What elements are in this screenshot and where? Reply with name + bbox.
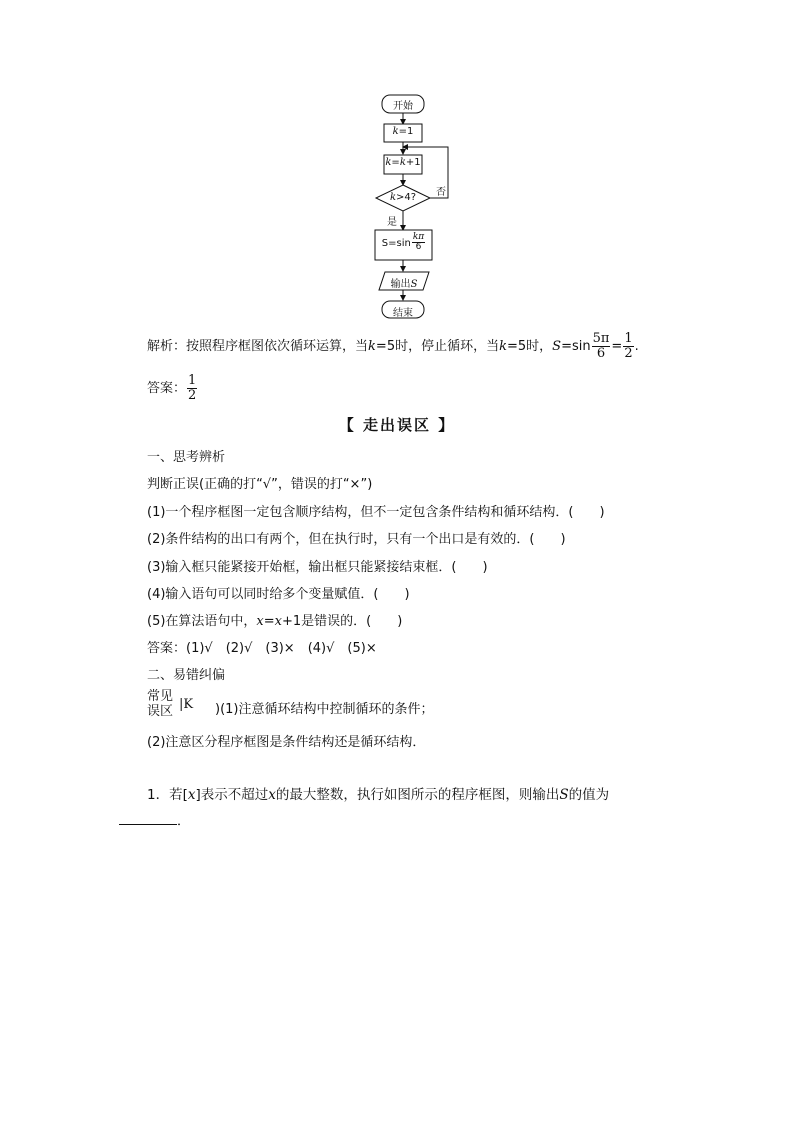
update-label: k=k+1 xyxy=(385,157,421,168)
question-1-answer-blank[interactable]: ． xyxy=(119,810,190,829)
part1-intro: 判断正误(正确的打“√”，错误的打“×”) xyxy=(147,477,373,492)
start-label: 开始 xyxy=(393,101,413,112)
yes-label: 是 xyxy=(387,217,397,228)
part1-answer: 答案：(1)√ (2)√ (3)× (4)√ (5)× xyxy=(147,641,377,656)
part1-item-2: (2)条件结构的出口有两个，但在执行时，只有一个出口是有效的．( ) xyxy=(147,532,566,547)
part1-item-3: (3)输入框只能紧接开始框，输出框只能紧接结束框．( ) xyxy=(147,560,488,575)
answer-blank[interactable] xyxy=(119,812,177,825)
part1-item-5: (5)在算法语句中，x=x+1是错误的．( ) xyxy=(147,614,403,629)
part2-tag-code: |K xyxy=(179,697,194,712)
part1-item-4: (4)输入语句可以同时给多个变量赋值．( ) xyxy=(147,587,410,602)
part2-item-2: (2)注意区分程序框图是条件结构还是循环结构． xyxy=(147,735,426,750)
question-1: 1．若[x]表示不超过x的最大整数，执行如图所示的程序框图，则输出S的值为 xyxy=(147,787,610,803)
assign-label: S=sin $\frac{k\pi}{6}$ xyxy=(381,232,425,253)
part2-item-1: )(1)注意循环结构中控制循环的条件； xyxy=(215,702,434,717)
no-label: 否 xyxy=(436,187,446,198)
condition-label: k>4? xyxy=(389,192,417,203)
part1-item-1: (1)一个程序框图一定包含顺序结构，但不一定包含条件结构和循环结构．( ) xyxy=(147,505,605,520)
answer-line-1: 答案： $\frac{1}{2}$ xyxy=(147,373,197,403)
end-label: 结束 xyxy=(393,308,413,319)
part2-tag: 常见 误区 xyxy=(147,689,174,719)
output-label: 输出S xyxy=(390,279,418,290)
init-label: k=1 xyxy=(392,126,414,137)
part1-heading: 一、思考辨析 xyxy=(147,450,226,465)
analysis-line: 解析：按照程序框图依次循环运算，当k=5时，停止循环，当k=5时，S=sin $\frac{5\pi}{6}$ = $\frac{1}{2}$ . xyxy=(147,331,639,361)
part2-heading: 二、易错纠偏 xyxy=(147,668,226,683)
section-title: 【 走出误区 】 xyxy=(338,416,456,434)
